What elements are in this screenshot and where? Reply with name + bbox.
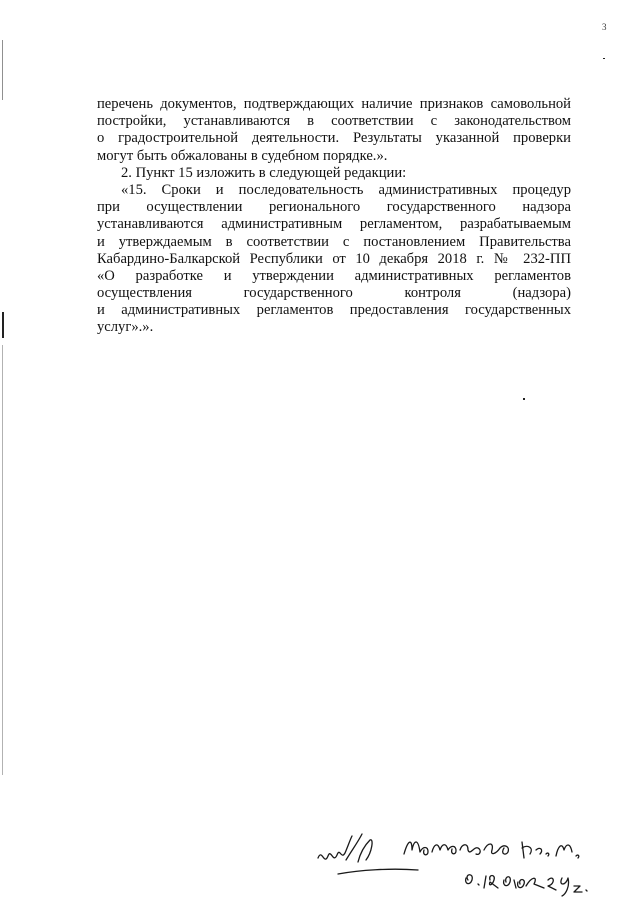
text-line: и административных регламентов предоставления государственных: [97, 302, 571, 319]
scan-dot-right: [523, 398, 525, 400]
text-line: «О разработке и утверждении административных регламентов: [97, 267, 571, 284]
scan-mark-left-top: [2, 40, 3, 100]
text-line: устанавливаются административным регламентом, разрабатываемым: [97, 216, 571, 233]
paragraph-1: [97, 96, 571, 165]
document-body: [97, 96, 571, 337]
paragraph-2: [97, 165, 571, 182]
text-line: о градостроительной деятельности. Результаты указанной проверки: [97, 130, 571, 147]
text-line: могут быть обжалованы в судебном порядке.».: [97, 147, 388, 164]
scan-mark-left-middle: [2, 312, 4, 338]
text-line: 2. Пункт 15 изложить в следующей редакции:: [121, 164, 407, 181]
text-line: услуг».».: [97, 319, 154, 336]
paragraph-3: [97, 182, 571, 337]
page-number: 3: [602, 22, 607, 32]
text-line: перечень документов, подтверждающих наличие признаков самовольной: [97, 96, 571, 112]
text-line: при осуществлении регионального государственного надзора: [97, 199, 571, 216]
scan-mark-left-long: [2, 345, 3, 775]
handwritten-signature: [300, 820, 620, 900]
text-line: Кабардино-Балкарской Республики от 10 декабря 2018 г. № 232-ПП: [97, 250, 571, 267]
text-line: «15. Сроки и последовательность административных процедур: [121, 181, 571, 198]
text-line: постройки, устанавливаются в соответствии с законодательством: [97, 113, 571, 130]
text-line: и утверждаемым в соответствии с постановлением Правительства: [97, 233, 571, 250]
text-line: осуществления государственного контроля (надзора): [97, 285, 571, 302]
scan-dot-top-right: [603, 58, 605, 59]
